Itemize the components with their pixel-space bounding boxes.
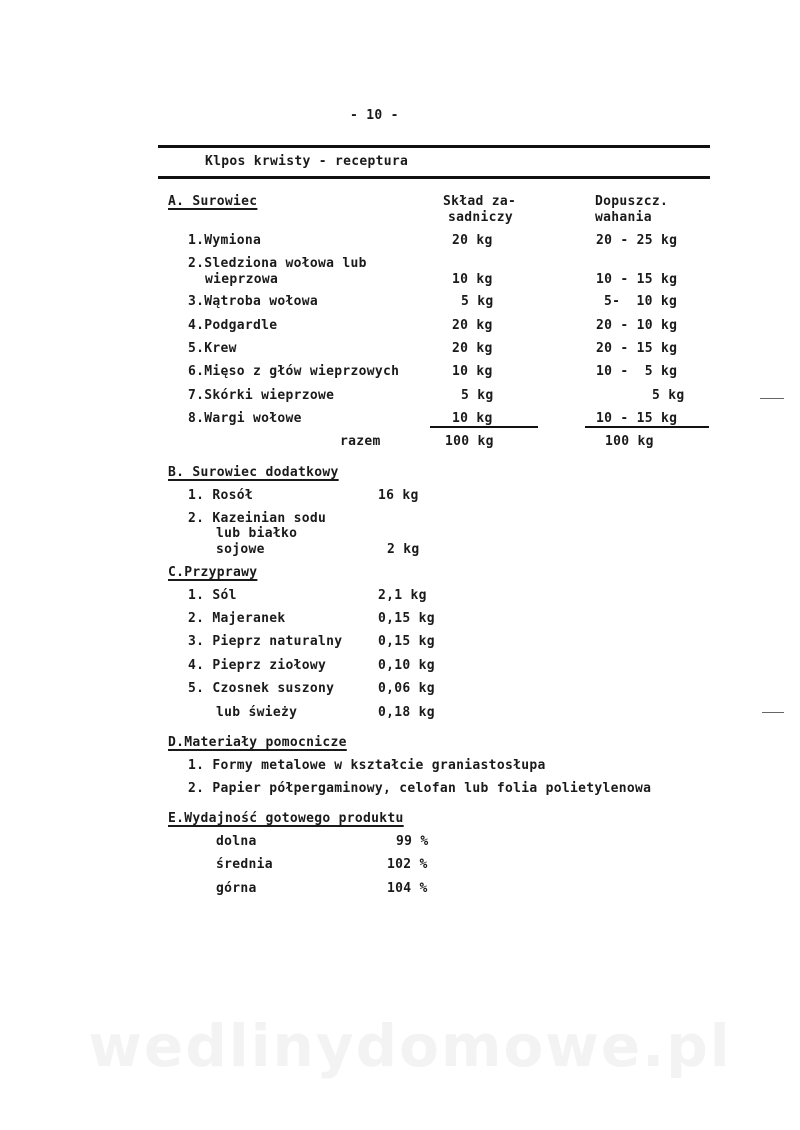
range-sum-rule bbox=[585, 426, 709, 428]
row-5-name: 5.Krew bbox=[188, 341, 237, 356]
c-item-5-name: 5. Czosnek suszony bbox=[188, 681, 335, 696]
section-b-heading: B. Surowiec dodatkowy bbox=[168, 465, 339, 480]
row-2-range: 10 - 15 kg bbox=[596, 272, 678, 287]
row-6-name: 6.Mięso z głów wieprzowych bbox=[188, 364, 400, 379]
row-2-amount: 10 kg bbox=[452, 272, 493, 287]
document-title: Klpos krwisty - receptura bbox=[205, 154, 409, 169]
c-item-1-amount: 2,1 kg bbox=[378, 588, 427, 603]
section-a-heading: A. Surowiec bbox=[168, 194, 258, 209]
row-2-name-cont: wieprzowa bbox=[205, 272, 279, 287]
c-item-2-name: 2. Majeranek bbox=[188, 611, 286, 626]
e-item-1-label: dolna bbox=[216, 834, 257, 849]
c-item-6-name: lub świeży bbox=[216, 705, 298, 720]
section-e-heading: E.Wydajność gotowego produktu bbox=[168, 811, 404, 826]
row-1-range: 20 - 25 kg bbox=[596, 233, 678, 248]
d-item-1: 1. Formy metalowe w kształcie graniastosłupa bbox=[188, 758, 546, 773]
scan-mark bbox=[762, 712, 784, 713]
row-7-range: 5 kg bbox=[652, 388, 685, 403]
col1-header-line2: sadniczy bbox=[448, 210, 514, 225]
col2-header-line2: wahania bbox=[595, 210, 652, 225]
row-5-amount: 20 kg bbox=[452, 341, 493, 356]
c-item-6-amount: 0,18 kg bbox=[378, 705, 435, 720]
c-item-5-amount: 0,06 kg bbox=[378, 681, 435, 696]
row-7-amount: 5 kg bbox=[461, 388, 494, 403]
e-item-3-value: 104 % bbox=[387, 881, 428, 896]
c-item-4-amount: 0,10 kg bbox=[378, 658, 435, 673]
b-item-1-amount: 16 kg bbox=[378, 488, 419, 503]
section-d-heading: D.Materiały pomocnicze bbox=[168, 735, 347, 750]
c-item-3-name: 3. Pieprz naturalny bbox=[188, 634, 343, 649]
e-item-3-label: górna bbox=[216, 881, 257, 896]
row-6-amount: 10 kg bbox=[452, 364, 493, 379]
c-item-4-name: 4. Pieprz ziołowy bbox=[188, 658, 327, 673]
total-amount: 100 kg bbox=[445, 434, 494, 449]
row-1-amount: 20 kg bbox=[452, 233, 493, 248]
row-1-name: 1.Wymiona bbox=[188, 233, 262, 248]
title-rule bbox=[158, 176, 710, 179]
col2-header-line1: Dopuszcz. bbox=[595, 194, 669, 209]
row-3-name: 3.Wątroba wołowa bbox=[188, 294, 319, 309]
c-item-1-name: 1. Sól bbox=[188, 588, 237, 603]
watermark: wedlinydomowe.pl bbox=[88, 1012, 732, 1080]
b-item-2-amount: 2 kg bbox=[387, 542, 420, 557]
b-item-1-name: 1. Rosół bbox=[188, 488, 254, 503]
total-label: razem bbox=[340, 434, 381, 449]
d-item-2: 2. Papier półpergaminowy, celofan lub folia polietylenowa bbox=[188, 781, 652, 796]
e-item-2-label: średnia bbox=[216, 857, 273, 872]
b-item-2-name-cont: lub białko bbox=[216, 526, 298, 541]
c-item-3-amount: 0,15 kg bbox=[378, 634, 435, 649]
row-7-name: 7.Skórki wieprzowe bbox=[188, 388, 335, 403]
row-4-name: 4.Podgardle bbox=[188, 318, 278, 333]
row-8-name: 8.Wargi wołowe bbox=[188, 411, 302, 426]
row-8-range: 10 - 15 kg bbox=[596, 411, 678, 426]
total-range: 100 kg bbox=[605, 434, 654, 449]
b-item-2-name-cont2: sojowe bbox=[216, 542, 265, 557]
col1-header-line1: Skład za- bbox=[443, 194, 517, 209]
row-3-range: 5- 10 kg bbox=[604, 294, 678, 309]
row-3-amount: 5 kg bbox=[461, 294, 494, 309]
e-item-2-value: 102 % bbox=[387, 857, 428, 872]
row-8-amount: 10 kg bbox=[452, 411, 493, 426]
b-item-2-name: 2. Kazeinian sodu bbox=[188, 511, 327, 526]
e-item-1-value: 99 % bbox=[396, 834, 429, 849]
scan-mark bbox=[760, 398, 784, 399]
row-2-name: 2.Sledziona wołowa lub bbox=[188, 256, 367, 271]
section-c-heading: C.Przyprawy bbox=[168, 565, 258, 580]
amount-sum-rule bbox=[430, 426, 538, 428]
row-5-range: 20 - 15 kg bbox=[596, 341, 678, 356]
top-rule bbox=[158, 145, 710, 148]
row-6-range: 10 - 5 kg bbox=[596, 364, 678, 379]
row-4-range: 20 - 10 kg bbox=[596, 318, 678, 333]
page-number: - 10 - bbox=[350, 108, 399, 123]
row-4-amount: 20 kg bbox=[452, 318, 493, 333]
c-item-2-amount: 0,15 kg bbox=[378, 611, 435, 626]
